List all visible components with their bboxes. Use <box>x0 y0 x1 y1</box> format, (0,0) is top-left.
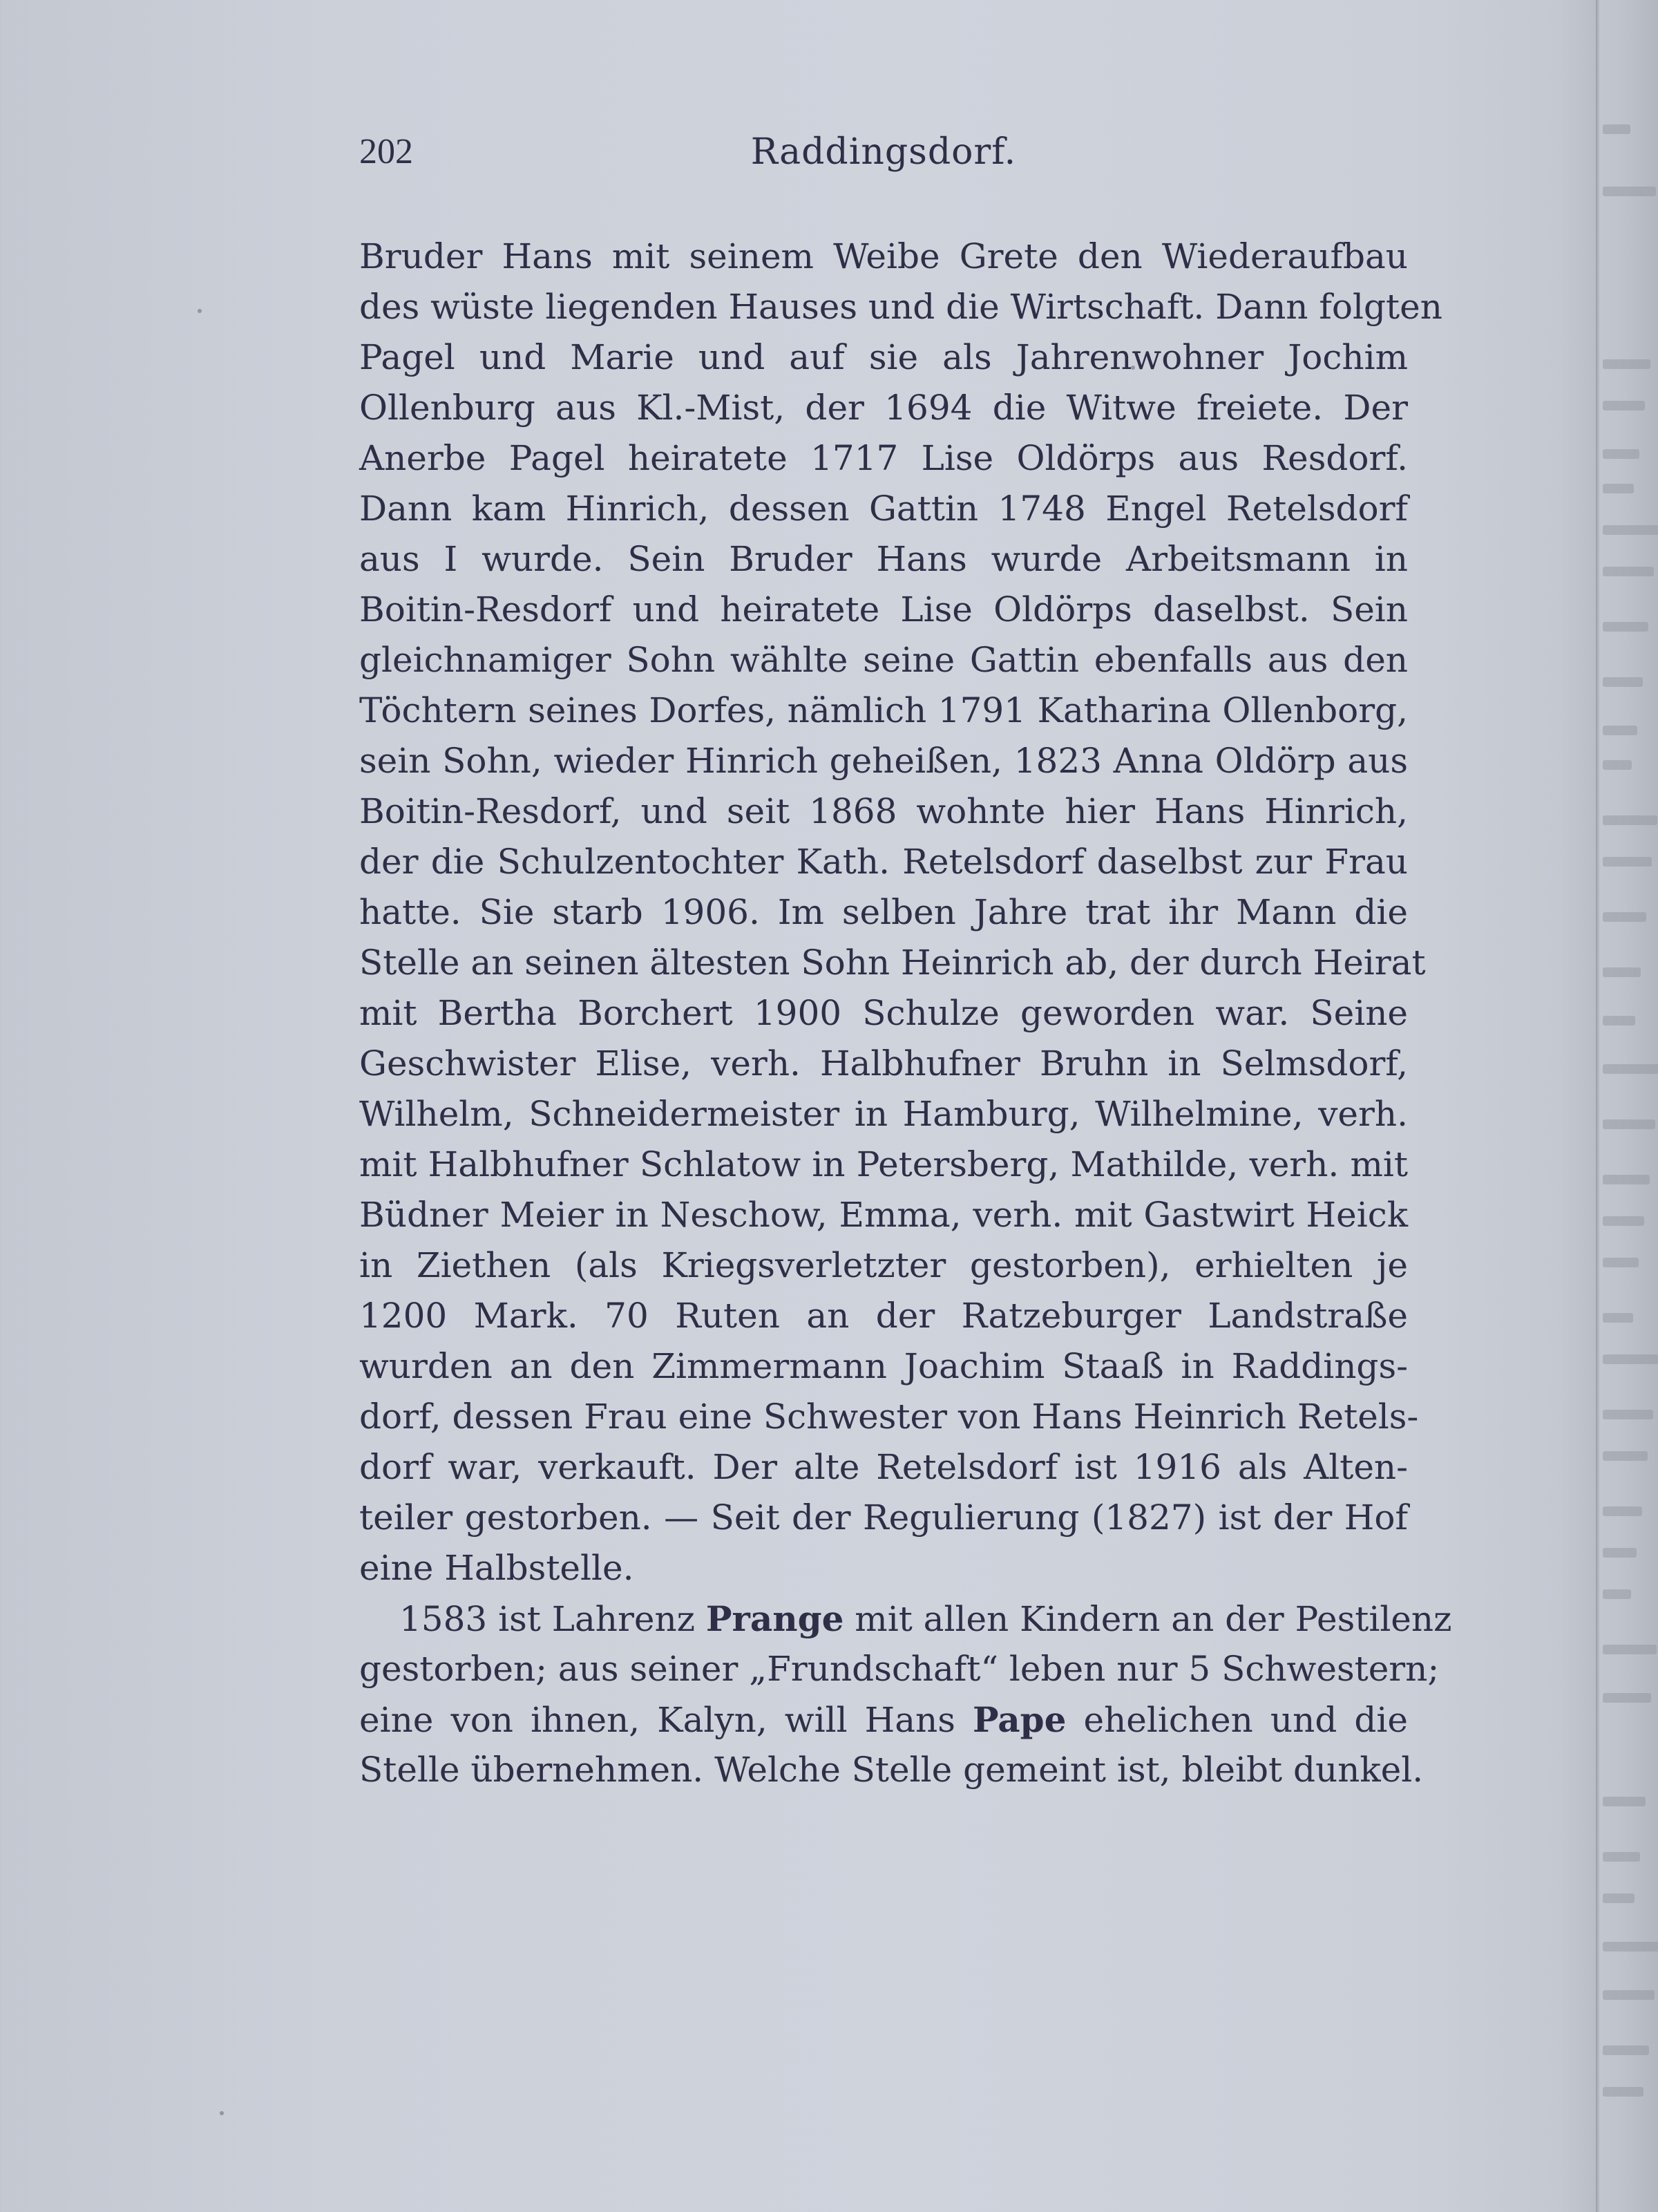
text-line <box>359 988 1408 1039</box>
text-line <box>359 1341 1408 1392</box>
bleed-through-mark <box>1603 1451 1648 1461</box>
text-line <box>359 585 1408 635</box>
text-segment: Ollenburg aus Kl.-Mist, der 1694 die Witwe freiete. Der <box>359 388 1408 428</box>
body-text <box>359 231 1452 1795</box>
bold-name: Prange <box>705 1598 844 1639</box>
bleed-through-mark <box>1603 2045 1649 2055</box>
text-segment: sein Sohn, wieder Hinrich geheißen, 1823 Anna Oldörp aus <box>359 741 1408 781</box>
text-segment: ehelichen und die <box>1066 1700 1408 1740</box>
bleed-through-mark <box>1603 1893 1635 1903</box>
bleed-through-mark <box>1603 359 1650 369</box>
text-line <box>359 1594 1452 1644</box>
text-segment: Boitin-Resdorf und heiratete Lise Oldörps daselbst. Sein <box>359 589 1408 630</box>
text-line <box>359 1140 1408 1190</box>
text-line <box>359 433 1408 484</box>
text-line <box>359 332 1408 383</box>
paper-speck <box>198 309 202 313</box>
bleed-through-mark <box>1603 1016 1635 1025</box>
text-line <box>359 686 1408 736</box>
bleed-through-mark <box>1603 1410 1653 1419</box>
text-segment: 1200 Mark. 70 Ruten an der Ratzeburger Landstraße <box>359 1296 1408 1336</box>
text-line <box>359 1392 1419 1442</box>
text-segment: eine von ihnen, Kalyn, will Hans <box>359 1700 973 1740</box>
text-line <box>359 837 1408 887</box>
bleed-through-mark <box>1603 1175 1650 1184</box>
bleed-through-mark <box>1603 1313 1633 1323</box>
bleed-through-mark <box>1603 760 1632 770</box>
text-line <box>359 1493 1408 1543</box>
text-segment: Boitin-Resdorf, und seit 1868 wohnte hier Hans Hinrich, <box>359 791 1408 831</box>
bleed-through-mark <box>1603 1258 1639 1267</box>
text-line <box>359 1039 1408 1089</box>
text-segment: hatte. Sie starb 1906. Im selben Jahre trat ihr Mann die <box>359 892 1408 932</box>
text-segment: Büdner Meier in Neschow, Emma, verh. mit Gastwirt Heick <box>359 1195 1408 1235</box>
text-segment: aus I wurde. Sein Bruder Hans wurde Arbeitsmann in <box>359 539 1408 579</box>
text-segment: 1583 ist Lahrenz <box>399 1599 706 1639</box>
paragraph <box>359 1594 1452 1795</box>
bleed-through-mark <box>1603 622 1648 632</box>
text-segment: wurden an den Zimmermann Joachim Staaß in Raddings- <box>359 1346 1408 1386</box>
bleed-through-mark <box>1603 677 1643 687</box>
text-segment: Töchtern seines Dorfes, nämlich 1791 Katharina Ollenborg, <box>359 690 1408 730</box>
text-line <box>359 1745 1424 1795</box>
text-segment: mit Halbhufner Schlatow in Petersberg, Mathilde, verh. mit <box>359 1144 1408 1184</box>
text-line <box>359 736 1408 786</box>
bleed-through-mark <box>1603 1119 1655 1129</box>
text-segment: in Ziethen (als Kriegsverletzter gestorben), erhielten je <box>359 1245 1408 1285</box>
bleed-through-mark <box>1603 401 1645 410</box>
text-segment: mit Bertha Borchert 1900 Schulze geworden war. Seine <box>359 993 1408 1033</box>
bleed-through-mark <box>1603 124 1630 134</box>
bleed-through-mark <box>1603 857 1652 867</box>
text-segment: dorf, dessen Frau eine Schwester von Hans Heinrich Retels- <box>359 1397 1419 1437</box>
text-segment: gestorben; aus seiner „Frundschaft“ leben nur 5 Schwestern; <box>359 1649 1440 1689</box>
text-segment: Geschwister Elise, verh. Halbhufner Bruhn in Selmsdorf, <box>359 1043 1408 1084</box>
text-line <box>359 938 1426 988</box>
text-segment: Bruder Hans mit seinem Weibe Grete den Wiederaufbau <box>359 236 1408 276</box>
bleed-through-mark <box>1603 449 1639 459</box>
text-line <box>359 1190 1408 1240</box>
text-line <box>359 1543 1408 1594</box>
bleed-through-mark <box>1603 567 1654 576</box>
bleed-through-mark <box>1603 1506 1642 1516</box>
bleed-through-mark <box>1603 1852 1640 1862</box>
text-line <box>359 282 1442 332</box>
bleed-through-mark <box>1603 1216 1644 1226</box>
bleed-through-mark <box>1603 967 1641 977</box>
text-line <box>359 1240 1408 1291</box>
bleed-through-mark <box>1603 2087 1643 2097</box>
running-title: Raddingsdorf. <box>750 131 1017 173</box>
bleed-through-mark <box>1603 1797 1646 1806</box>
paragraph <box>359 231 1442 1594</box>
bleed-through-mark <box>1603 1354 1658 1364</box>
text-segment: Wilhelm, Schneidermeister in Hamburg, Wilhelmine, verh. <box>359 1094 1408 1134</box>
text-line <box>359 484 1408 534</box>
text-segment: teiler gestorben. — Seit der Regulierung (1827) ist der Hof <box>359 1497 1408 1538</box>
text-line <box>359 635 1408 686</box>
bleed-through-mark <box>1603 1990 1655 2000</box>
text-segment: Stelle an seinen ältesten Sohn Heinrich ab, der durch Heirat <box>359 943 1426 983</box>
text-segment: gleichnamiger Sohn wählte seine Gattin ebenfalls aus den <box>359 640 1408 680</box>
facing-page-edge <box>1596 0 1658 2212</box>
bleed-through-mark <box>1603 1693 1651 1703</box>
bleed-through-mark <box>1603 484 1634 493</box>
text-line <box>359 383 1408 433</box>
text-line <box>359 1291 1408 1341</box>
bleed-through-mark <box>1603 1645 1657 1654</box>
bleed-through-mark <box>1603 1064 1658 1074</box>
text-line <box>359 786 1408 837</box>
text-segment: Pagel und Marie und auf sie als Jahrenwohner Jochim <box>359 337 1408 377</box>
text-segment: mit allen Kindern an der Pestilenz <box>844 1599 1452 1639</box>
running-head <box>359 131 1408 173</box>
bleed-through-mark <box>1603 525 1658 535</box>
text-segment: Dann kam Hinrich, dessen Gattin 1748 Engel Retelsdorf <box>359 489 1408 529</box>
text-line <box>359 887 1408 938</box>
bleed-through-mark <box>1603 1942 1658 1951</box>
bleed-through-mark <box>1603 726 1637 735</box>
page-number: 202 <box>359 132 413 171</box>
bleed-through-mark <box>1603 912 1646 922</box>
text-line <box>359 1694 1408 1745</box>
bold-name: Pape <box>972 1699 1067 1740</box>
text-line <box>359 231 1408 282</box>
bleed-through-mark <box>1603 187 1656 196</box>
text-segment: des wüste liegenden Hauses und die Wirtschaft. Dann folgten <box>359 287 1442 327</box>
text-line <box>359 534 1408 585</box>
bleed-through-mark <box>1603 815 1657 825</box>
text-line <box>359 1442 1408 1493</box>
bleed-through-mark <box>1603 1548 1637 1558</box>
text-segment: Stelle übernehmen. Welche Stelle gemeint ist, bleibt dunkel. <box>359 1750 1424 1790</box>
text-line <box>359 1644 1440 1694</box>
text-segment: dorf war, verkauft. Der alte Retelsdorf ist 1916 als Alten- <box>359 1447 1408 1487</box>
text-segment: Anerbe Pagel heiratete 1717 Lise Oldörps aus Resdorf. <box>359 438 1408 478</box>
text-segment: eine Halbstelle. <box>359 1548 634 1588</box>
text-line <box>359 1089 1408 1140</box>
bleed-through-mark <box>1603 1589 1631 1599</box>
paper-speck <box>220 2111 224 2115</box>
text-segment: der die Schulzentochter Kath. Retelsdorf daselbst zur Frau <box>359 842 1408 882</box>
